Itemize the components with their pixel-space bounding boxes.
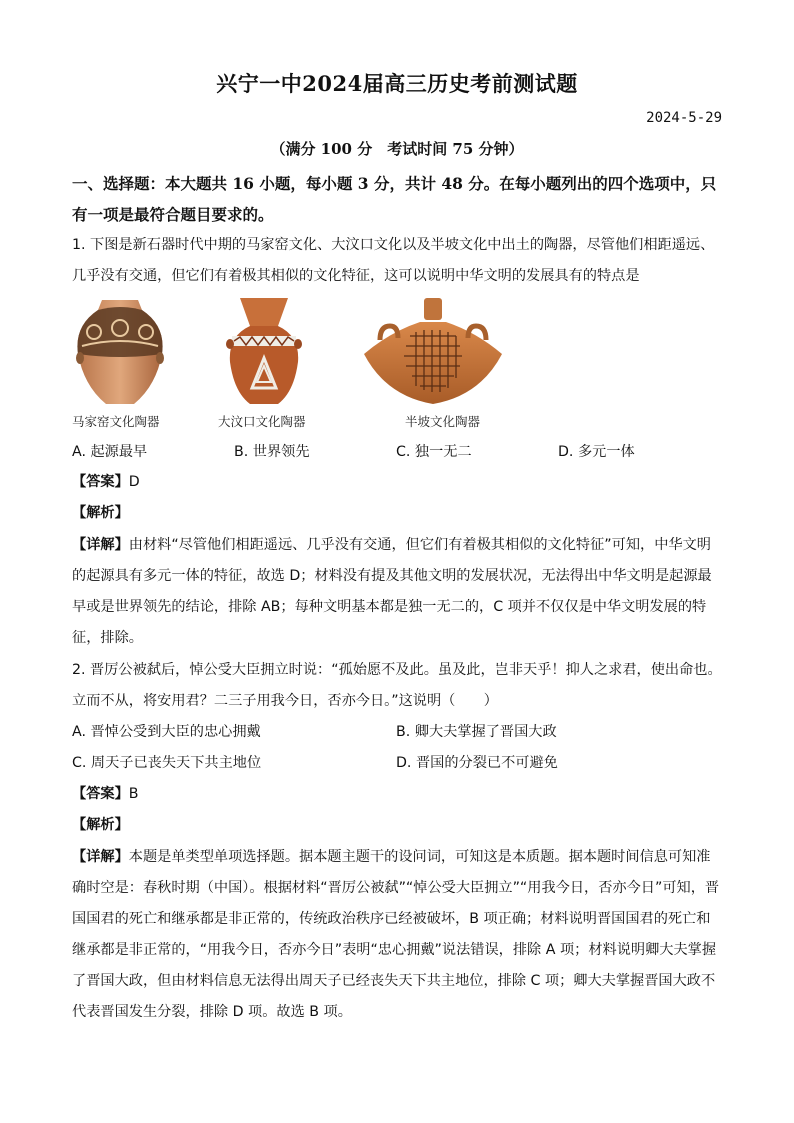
- dawenkou-pottery-image: [226, 296, 302, 408]
- q2-stem: 2. 晋厉公被弑后，悼公受大臣拥立时说：“孤始愿不及此。虽及此，岂非天乎！抑人之求君，使出命也。立而不从，将安用君？二三子用我今日，否亦今日。”这说明（ ）: [72, 662, 722, 709]
- majiayao-pottery-image: [72, 296, 168, 408]
- q1-stem: 1. 下图是新石器时代中期的马家窑文化、大汶口文化以及半坡文化中出土的陶器，尽管他们相距遥远、几乎没有交通，但它们有着极其相似的文化特征，这可以说明中华文明的发展具有的特点是: [72, 237, 715, 284]
- q2-answer-label: 【答案】: [72, 786, 129, 802]
- q2-answer: [72, 783, 139, 805]
- q2-detail-label: 【详解】: [72, 849, 129, 865]
- exam-date: 2024-5-29: [646, 110, 722, 126]
- q1-option-a: A. 起源最早: [72, 444, 148, 460]
- q2-detail-text: 本题是单类型单项选择题。据本题主题干的设问词，可知这是本质题。据本题时间信息可知准确时空是：春秋时期（中国）。根据材料“晋厉公被弑”“悼公受大臣拥立”“用我今日，否亦今日”可知，晋国国君的死亡和继承都是非正常的，传统政治秩序已经被破坏，B 项正确；材料说明晋国国君的死亡和继承都是非正常的，“用我今日，否亦今日”表明“忠心拥戴”说法错误，排除 A 项；材料说明卿大夫掌握了晋国大政，但由材料信息无法得出周天子已经丧失天下共主地位，排除 C 项；卿大夫掌握晋国大政不代表晋国发生分裂，排除 D 项。故选 B 项。: [72, 849, 720, 1020]
- q1-option-c: C. 独一无二: [396, 444, 472, 460]
- q2-option-d: D. 晋国的分裂已不可避免: [396, 755, 558, 771]
- q2-detail: [72, 842, 722, 1028]
- caption-banpo: 半坡文化陶器: [405, 414, 481, 429]
- q1-detail-label: 【详解】: [72, 537, 129, 553]
- q1-answer-label: 【答案】: [72, 474, 129, 490]
- q2-option-c: C. 周天子已丧失天下共主地位: [72, 755, 262, 771]
- q1-detail: [72, 530, 722, 654]
- section-heading: 一、选择题：本大题共 16 小题，每小题 3 分，共计 48 分。在每小题列出的四个选项中，只有一项是最符合题目要求的。: [72, 174, 717, 224]
- q2-option-b: B. 卿大夫掌握了晋国大政: [396, 724, 557, 740]
- caption-dawenkou: 大汶口文化陶器: [218, 414, 306, 429]
- q1-answer-value: D: [128, 474, 140, 490]
- q1-option-b: B. 世界领先: [234, 444, 310, 460]
- q2-option-a: A. 晋悼公受到大臣的忠心拥戴: [72, 724, 261, 740]
- exam-subtitle: （满分 100 分 考试时间 75 分钟）: [270, 140, 524, 158]
- q1-answer: [72, 471, 140, 493]
- q2-analysis-label: 【解析】: [72, 817, 129, 833]
- q1-option-d: D. 多元一体: [558, 444, 635, 460]
- q2-answer-value: B: [128, 786, 139, 802]
- q1-detail-text: 由材料“尽管他们相距遥远、几乎没有交通，但它们有着极其相似的文化特征”可知，中华文明的起源具有多元一体的特征，故选 D；材料没有提及其他文明的发展状况，无法得出中华文明是起源最早或是世界领先的结论，排除 AB；每种文明基本都是独一无二的，C 项并不仅仅是中华文明发展的特征，排除。: [72, 537, 712, 646]
- page-title: 兴宁一中2024届高三历史考前测试题: [216, 71, 578, 96]
- banpo-pottery-image: [360, 296, 506, 408]
- q1-analysis-label: 【解析】: [72, 505, 129, 521]
- caption-majiayao: 马家窑文化陶器: [72, 414, 160, 429]
